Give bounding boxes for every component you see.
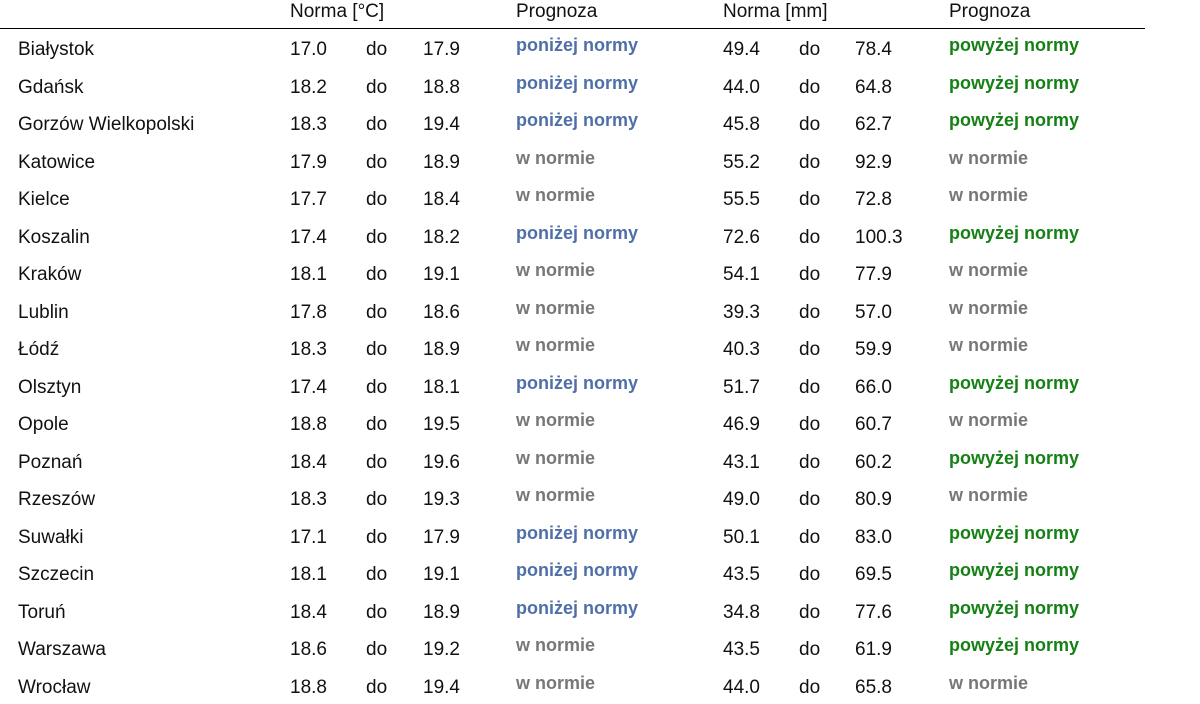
city-cell: Olsztyn — [18, 376, 81, 400]
temp-min-cell: 18.2 — [290, 76, 327, 100]
table-row — [0, 179, 1200, 217]
city-cell: Białystok — [18, 38, 94, 62]
precip-separator: do — [799, 451, 820, 475]
temp-max-cell: 18.2 — [423, 226, 460, 250]
temp-forecast-cell: w normie — [516, 296, 595, 320]
temp-forecast-cell: poniżej normy — [516, 521, 638, 545]
city-cell: Wrocław — [18, 676, 91, 700]
table-row — [0, 29, 1200, 67]
precip-min-cell: 50.1 — [723, 526, 760, 550]
precip-forecast-cell: w normie — [949, 333, 1028, 357]
precip-separator: do — [799, 263, 820, 287]
precip-min-cell: 40.3 — [723, 338, 760, 362]
precip-separator: do — [799, 676, 820, 700]
city-cell: Toruń — [18, 601, 66, 625]
temp-forecast-cell: w normie — [516, 633, 595, 657]
precip-forecast-cell: powyżej normy — [949, 71, 1079, 95]
precip-forecast-cell: powyżej normy — [949, 446, 1079, 470]
temp-forecast-cell: poniżej normy — [516, 108, 638, 132]
city-cell: Lublin — [18, 301, 69, 325]
temp-separator: do — [366, 188, 387, 212]
city-cell: Poznań — [18, 451, 82, 475]
table-row — [0, 292, 1200, 330]
city-cell: Warszawa — [18, 638, 106, 662]
precip-forecast-cell: powyżej normy — [949, 558, 1079, 582]
temp-forecast-cell: w normie — [516, 483, 595, 507]
temp-min-cell: 18.8 — [290, 413, 327, 437]
temp-min-cell: 17.4 — [290, 376, 327, 400]
precip-max-cell: 60.2 — [855, 451, 892, 475]
temp-max-cell: 18.6 — [423, 301, 460, 325]
temp-min-cell: 17.1 — [290, 526, 327, 550]
table-row — [0, 254, 1200, 292]
temp-max-cell: 19.1 — [423, 563, 460, 587]
temp-forecast-cell: w normie — [516, 183, 595, 207]
precip-min-cell: 54.1 — [723, 263, 760, 287]
temp-separator: do — [366, 601, 387, 625]
temp-min-cell: 18.6 — [290, 638, 327, 662]
precip-min-cell: 55.5 — [723, 188, 760, 212]
precip-separator: do — [799, 413, 820, 437]
temp-separator: do — [366, 376, 387, 400]
precip-forecast-cell: powyżej normy — [949, 596, 1079, 620]
table-body — [0, 29, 1200, 704]
table-header — [0, 0, 1145, 29]
city-cell: Katowice — [18, 151, 95, 175]
temp-separator: do — [366, 113, 387, 137]
precip-separator: do — [799, 38, 820, 62]
temp-separator: do — [366, 413, 387, 437]
precip-forecast-cell: w normie — [949, 146, 1028, 170]
city-cell: Koszalin — [18, 226, 90, 250]
temp-max-cell: 19.1 — [423, 263, 460, 287]
city-cell: Suwałki — [18, 526, 83, 550]
precip-separator: do — [799, 563, 820, 587]
precip-min-cell: 45.8 — [723, 113, 760, 137]
temp-forecast-cell: poniżej normy — [516, 221, 638, 245]
city-cell: Gorzów Wielkopolski — [18, 113, 194, 137]
temp-min-cell: 18.4 — [290, 601, 327, 625]
table-row — [0, 667, 1200, 704]
temp-max-cell: 18.9 — [423, 151, 460, 175]
precip-max-cell: 60.7 — [855, 413, 892, 437]
precip-max-cell: 78.4 — [855, 38, 892, 62]
precip-separator: do — [799, 376, 820, 400]
precip-forecast-cell: powyżej normy — [949, 371, 1079, 395]
precip-forecast-cell: w normie — [949, 671, 1028, 695]
precip-min-cell: 49.0 — [723, 488, 760, 512]
table-row — [0, 67, 1200, 105]
temp-min-cell: 17.4 — [290, 226, 327, 250]
precip-min-cell: 51.7 — [723, 376, 760, 400]
temp-max-cell: 19.4 — [423, 676, 460, 700]
temp-min-cell: 18.1 — [290, 263, 327, 287]
table-row — [0, 404, 1200, 442]
precip-separator: do — [799, 76, 820, 100]
temp-forecast-cell: poniżej normy — [516, 371, 638, 395]
temp-separator: do — [366, 526, 387, 550]
precip-max-cell: 69.5 — [855, 563, 892, 587]
precip-min-cell: 46.9 — [723, 413, 760, 437]
precip-max-cell: 100.3 — [855, 226, 903, 250]
temp-min-cell: 18.8 — [290, 676, 327, 700]
temp-separator: do — [366, 563, 387, 587]
precip-forecast-cell: powyżej normy — [949, 221, 1079, 245]
table-row — [0, 629, 1200, 667]
precip-forecast-cell: w normie — [949, 296, 1028, 320]
city-cell: Kielce — [18, 188, 70, 212]
temp-separator: do — [366, 263, 387, 287]
precip-max-cell: 83.0 — [855, 526, 892, 550]
temp-separator: do — [366, 451, 387, 475]
precip-forecast-cell: w normie — [949, 258, 1028, 282]
precip-separator: do — [799, 601, 820, 625]
precip-max-cell: 61.9 — [855, 638, 892, 662]
precip-forecast-cell: w normie — [949, 483, 1028, 507]
precip-separator: do — [799, 526, 820, 550]
precip-max-cell: 59.9 — [855, 338, 892, 362]
header-temp-forecast: Prognoza — [516, 0, 597, 24]
precip-min-cell: 39.3 — [723, 301, 760, 325]
header-temp-norm: Norma [°C] — [290, 0, 384, 24]
temp-min-cell: 17.9 — [290, 151, 327, 175]
precip-separator: do — [799, 338, 820, 362]
precip-separator: do — [799, 151, 820, 175]
city-cell: Łódź — [18, 338, 59, 362]
temp-max-cell: 19.5 — [423, 413, 460, 437]
table-row — [0, 554, 1200, 592]
precip-separator: do — [799, 113, 820, 137]
precip-min-cell: 44.0 — [723, 76, 760, 100]
table-row — [0, 104, 1200, 142]
precip-separator: do — [799, 226, 820, 250]
header-precip-norm: Norma [mm] — [723, 0, 828, 24]
temp-separator: do — [366, 488, 387, 512]
temp-max-cell: 18.1 — [423, 376, 460, 400]
precip-min-cell: 72.6 — [723, 226, 760, 250]
precip-min-cell: 43.5 — [723, 563, 760, 587]
precip-min-cell: 34.8 — [723, 601, 760, 625]
temp-forecast-cell: poniżej normy — [516, 71, 638, 95]
temp-max-cell: 18.9 — [423, 601, 460, 625]
table-row — [0, 329, 1200, 367]
temp-separator: do — [366, 76, 387, 100]
temp-separator: do — [366, 151, 387, 175]
precip-forecast-cell: w normie — [949, 408, 1028, 432]
precip-max-cell: 62.7 — [855, 113, 892, 137]
city-cell: Kraków — [18, 263, 81, 287]
table-row — [0, 442, 1200, 480]
precip-separator: do — [799, 488, 820, 512]
temp-forecast-cell: poniżej normy — [516, 596, 638, 620]
temp-separator: do — [366, 301, 387, 325]
temp-max-cell: 18.8 — [423, 76, 460, 100]
precip-forecast-cell: powyżej normy — [949, 108, 1079, 132]
precip-min-cell: 44.0 — [723, 676, 760, 700]
precip-separator: do — [799, 188, 820, 212]
temp-min-cell: 18.3 — [290, 113, 327, 137]
temp-forecast-cell: poniżej normy — [516, 33, 638, 57]
temp-forecast-cell: w normie — [516, 408, 595, 432]
temp-forecast-cell: w normie — [516, 446, 595, 470]
table-row — [0, 217, 1200, 255]
precip-forecast-cell: powyżej normy — [949, 33, 1079, 57]
temp-forecast-cell: w normie — [516, 146, 595, 170]
temp-forecast-cell: w normie — [516, 333, 595, 357]
city-cell: Szczecin — [18, 563, 94, 587]
precip-max-cell: 66.0 — [855, 376, 892, 400]
city-cell: Rzeszów — [18, 488, 95, 512]
temp-separator: do — [366, 226, 387, 250]
temp-max-cell: 19.2 — [423, 638, 460, 662]
temp-min-cell: 17.0 — [290, 38, 327, 62]
temp-min-cell: 18.1 — [290, 563, 327, 587]
temp-forecast-cell: w normie — [516, 258, 595, 282]
temp-separator: do — [366, 676, 387, 700]
precip-min-cell: 55.2 — [723, 151, 760, 175]
temp-max-cell: 18.4 — [423, 188, 460, 212]
temp-max-cell: 18.9 — [423, 338, 460, 362]
precip-forecast-cell: powyżej normy — [949, 521, 1079, 545]
table-row — [0, 142, 1200, 180]
temp-min-cell: 18.3 — [290, 488, 327, 512]
precip-min-cell: 43.1 — [723, 451, 760, 475]
temp-max-cell: 19.6 — [423, 451, 460, 475]
temp-max-cell: 17.9 — [423, 38, 460, 62]
temp-min-cell: 17.8 — [290, 301, 327, 325]
precip-max-cell: 64.8 — [855, 76, 892, 100]
temp-max-cell: 17.9 — [423, 526, 460, 550]
temp-separator: do — [366, 638, 387, 662]
temp-separator: do — [366, 338, 387, 362]
precip-max-cell: 92.9 — [855, 151, 892, 175]
table-row — [0, 592, 1200, 630]
precip-separator: do — [799, 301, 820, 325]
city-cell: Gdańsk — [18, 76, 83, 100]
precip-max-cell: 77.9 — [855, 263, 892, 287]
city-cell: Opole — [18, 413, 69, 437]
precip-max-cell: 80.9 — [855, 488, 892, 512]
temp-max-cell: 19.3 — [423, 488, 460, 512]
precip-forecast-cell: powyżej normy — [949, 633, 1079, 657]
temp-forecast-cell: poniżej normy — [516, 558, 638, 582]
header-precip-forecast: Prognoza — [949, 0, 1030, 24]
precip-max-cell: 77.6 — [855, 601, 892, 625]
table-row — [0, 479, 1200, 517]
precip-separator: do — [799, 638, 820, 662]
temp-min-cell: 17.7 — [290, 188, 327, 212]
precip-max-cell: 72.8 — [855, 188, 892, 212]
temp-forecast-cell: w normie — [516, 671, 595, 695]
temp-min-cell: 18.3 — [290, 338, 327, 362]
precip-min-cell: 43.5 — [723, 638, 760, 662]
temp-separator: do — [366, 38, 387, 62]
precip-forecast-cell: w normie — [949, 183, 1028, 207]
temp-min-cell: 18.4 — [290, 451, 327, 475]
precip-min-cell: 49.4 — [723, 38, 760, 62]
table-row — [0, 517, 1200, 555]
precip-max-cell: 65.8 — [855, 676, 892, 700]
temp-max-cell: 19.4 — [423, 113, 460, 137]
table-row — [0, 367, 1200, 405]
precip-max-cell: 57.0 — [855, 301, 892, 325]
